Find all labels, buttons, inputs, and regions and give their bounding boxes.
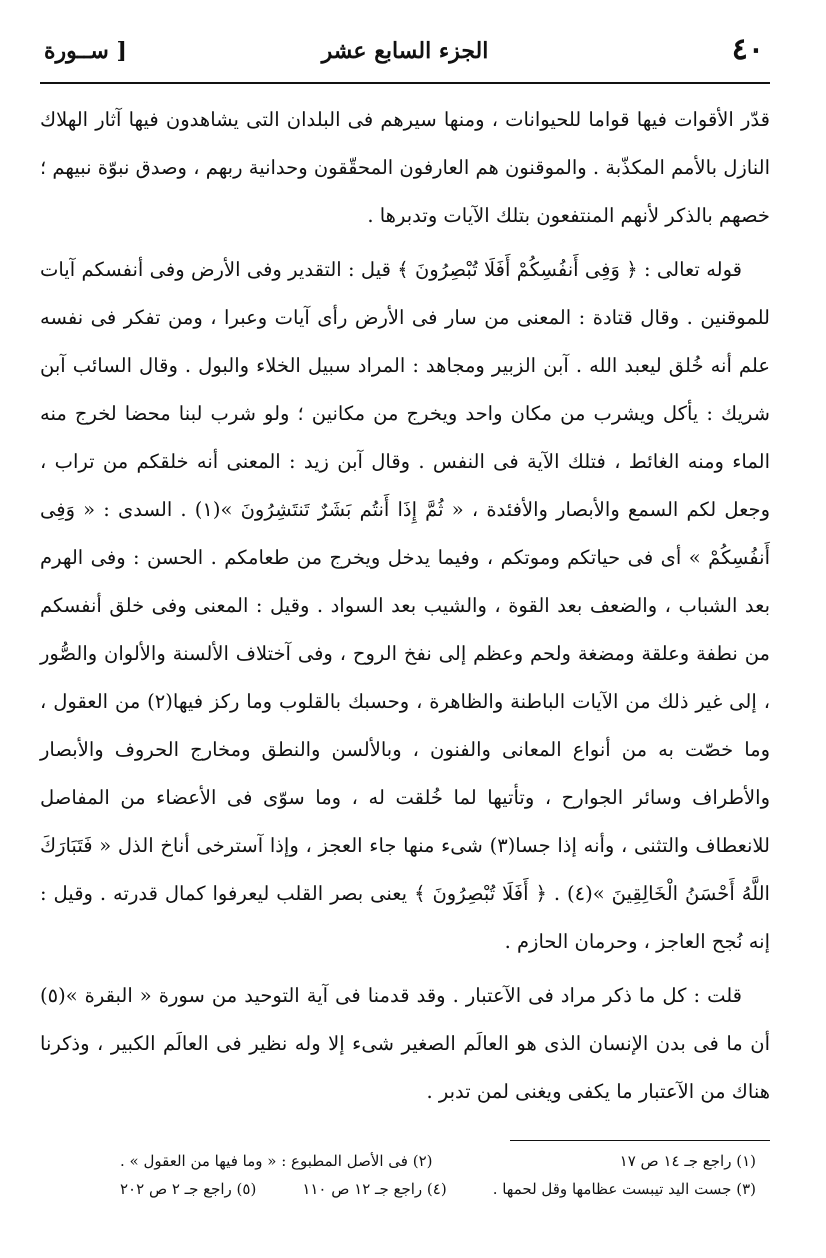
footnote-4: (٤) راجع جـ ١٢ ص ١١٠ <box>302 1180 447 1198</box>
page-number: ٤٠ <box>731 32 764 67</box>
footnote-rule <box>510 1140 770 1141</box>
footnote-row-1 <box>40 1147 770 1175</box>
page-body <box>40 96 770 1116</box>
page-header <box>40 18 770 84</box>
paragraph-1: قدّر الأقوات فيها قواما للحيوانات ، ومنها سيرهم فى البلدان التى يشاهدون فيها آثار الهلاك النازل بالأمم المكذّبة . والموقنون هم العارفون المحقّقون وحدانية ربهم ، وصدق نبوّة نبيهم ؛ خصهم بالذكر لأنهم المنتفعون بتلك الآيات وتدبرها . <box>40 108 770 227</box>
footnote-row-2 <box>40 1175 770 1203</box>
footnote-2: (٢) فى الأصل المطبوع : « وما فيها من العقول » . <box>120 1152 433 1170</box>
footnote-5: (٥) راجع جـ ٢ ص ٢٠٢ <box>120 1180 257 1198</box>
running-title: الجزء السابع عشر <box>321 38 489 64</box>
footnotes <box>40 1140 770 1203</box>
surah-label: [ ســورة <box>44 38 127 64</box>
paragraph-2: قوله تعالى : ﴿ وَفِى أَنفُسِكُمْ أَفَلَا تُبْصِرُونَ ﴾ قيل : التقدير وفى الأرض وفى أنفسكم آيات للموقنين . وقال قتادة : المعنى من سار فى الأرض رأى آيات وعبرا ، ومن تفكر فى نفسه علم أنه خُلق ليعبد الله . آبن الزبير ومجاهد : المراد سبيل الخلاء والبول . وقال السائب آبن شريك : يأكل ويشرب من مكان واحد ويخرج من مكانين ؛ ولو شرب لبنا محضا لخرج منه الماء ومنه الغائط ، فتلك الآية فى النفس . وقال آبن زيد : المعنى أنه خلقكم من تراب ، وجعل لكم السمع والأبصار والأفئدة ، « ثُمَّ إِذَا أَنتُم بَشَرٌ تَنتَشِرُونَ »(١) . السدى : « وَفِى أَنفُسِكُمْ » أى فى حياتكم وموتكم ، وفيما يدخل ويخرج من طعامكم . الحسن : وفى الهرم بعد الشباب ، والضعف بعد القوة ، والشيب بعد السواد . وقيل : المعنى وفى خلق أنفسكم من نطفة وعلقة ومضغة ولحم وعظم إلى نفخ الروح ، وفى آختلاف الألسنة والألوان والصُّور ، إلى غير ذلك من الآيات الباطنة والظاهرة ، وحسبك بالقلوب وما ركز فيها(٢) من العقول ، وما خصّت به من أنواع المعانى والفنون ، وبالألسن والنطق ومخارج الحروف والأبصار والأطراف وسائر الجوارح ، وتأتيها لما خُلقت له ، وما سوّى فى الأعضاء من المفاصل للانعطاف والتثنى ، وأنه إذا جسا(٣) شىء منها جاء العجز ، وإذا آسترخى أناخ الذل « فَتَبَارَكَ اللَّهُ أَحْسَنُ الْخَالِقِينَ »(٤) . ﴿ أَفَلَا تُبْصِرُونَ ﴾ يعنى بصر القلب ليعرفوا كمال قدرته . وقيل : إنه نُجح العاجز ، وحرمان الحازم . <box>40 258 770 953</box>
paragraph-3: قلت : كل ما ذكر مراد فى الآعتبار . وقد قدمنا فى آية التوحيد من سورة « البقرة »(٥) أن ما فى بدن الإنسان الذى هو العالَم الصغير شىء إلا وله نظير فى العالَم الكبير ، وذكرنا هناك من الآعتبار ما يكفى ويغنى لمن تدبر . <box>40 984 770 1103</box>
footnote-3: (٣) جست اليد تيبست عظامها وقل لحمها . <box>492 1180 756 1198</box>
book-page <box>40 18 770 1218</box>
footnote-1: (١) راجع جـ ١٤ ص ١٧ <box>619 1152 756 1170</box>
